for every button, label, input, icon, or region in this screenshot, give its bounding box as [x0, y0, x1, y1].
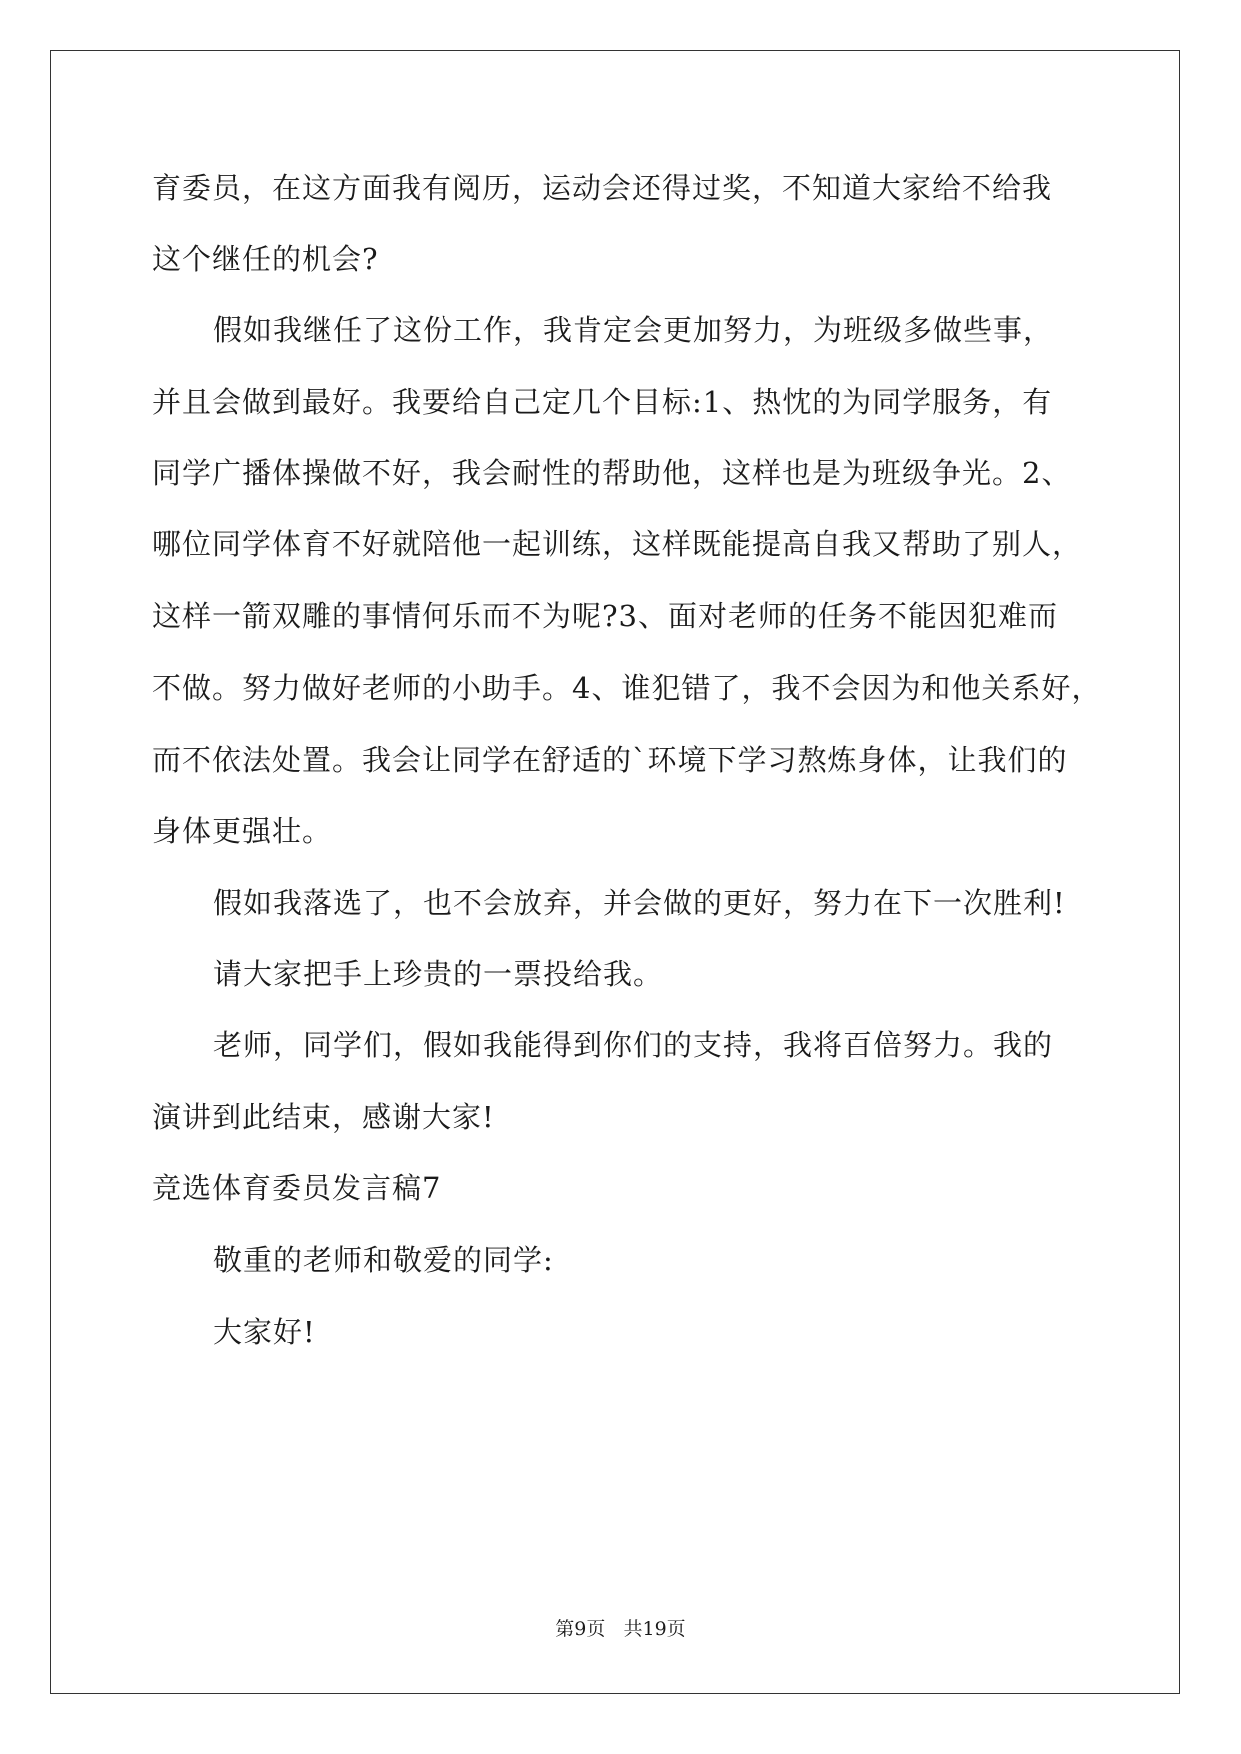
text-line-4: 并且会做到最好。我要给自己定几个目标:1、热忱的为同学服务，有: [152, 385, 1053, 419]
page-number-footer: 第9页 共19页: [555, 1618, 686, 1640]
text-line-2: 这个继任的机会?: [152, 242, 379, 276]
text-line-5: 同学广播体操做不好，我会耐性的帮助他，这样也是为班级争光。2、: [152, 456, 1072, 490]
page-border: [50, 50, 1180, 1694]
text-line-7: 这样一箭双雕的事情何乐而不为呢?3、面对老师的任务不能因犯难而: [152, 599, 1058, 633]
text-line-greeting: 大家好!: [213, 1315, 316, 1349]
text-line-1: 育委员，在这方面我有阅历，运动会还得过奖，不知道大家给不给我: [152, 171, 1053, 205]
text-line-12: 请大家把手上珍贵的一票投给我。: [213, 957, 664, 991]
text-line-9: 而不依法处置。我会让同学在舒适的`环境下学习熬炼身体，让我们的: [152, 743, 1068, 777]
text-line-13: 老师，同学们，假如我能得到你们的支持，我将百倍努力。我的: [213, 1028, 1054, 1062]
text-line-6: 哪位同学体育不好就陪他一起训练，这样既能提高自我又帮助了别人，: [152, 527, 1083, 561]
text-line-10: 身体更强壮。: [152, 814, 333, 848]
section-heading: 竞选体育委员发言稿7: [152, 1171, 442, 1205]
text-line-8: 不做。努力做好老师的小助手。4、谁犯错了，我不会因为和他关系好，: [152, 671, 1102, 705]
text-line-3: 假如我继任了这份工作，我肯定会更加努力，为班级多做些事，: [213, 313, 1054, 347]
text-line-14: 演讲到此结束，感谢大家!: [152, 1100, 495, 1134]
text-line-11: 假如我落选了，也不会放弃，并会做的更好，努力在下一次胜利!: [213, 886, 1066, 920]
text-line-salutation: 敬重的老师和敬爱的同学:: [213, 1243, 554, 1277]
